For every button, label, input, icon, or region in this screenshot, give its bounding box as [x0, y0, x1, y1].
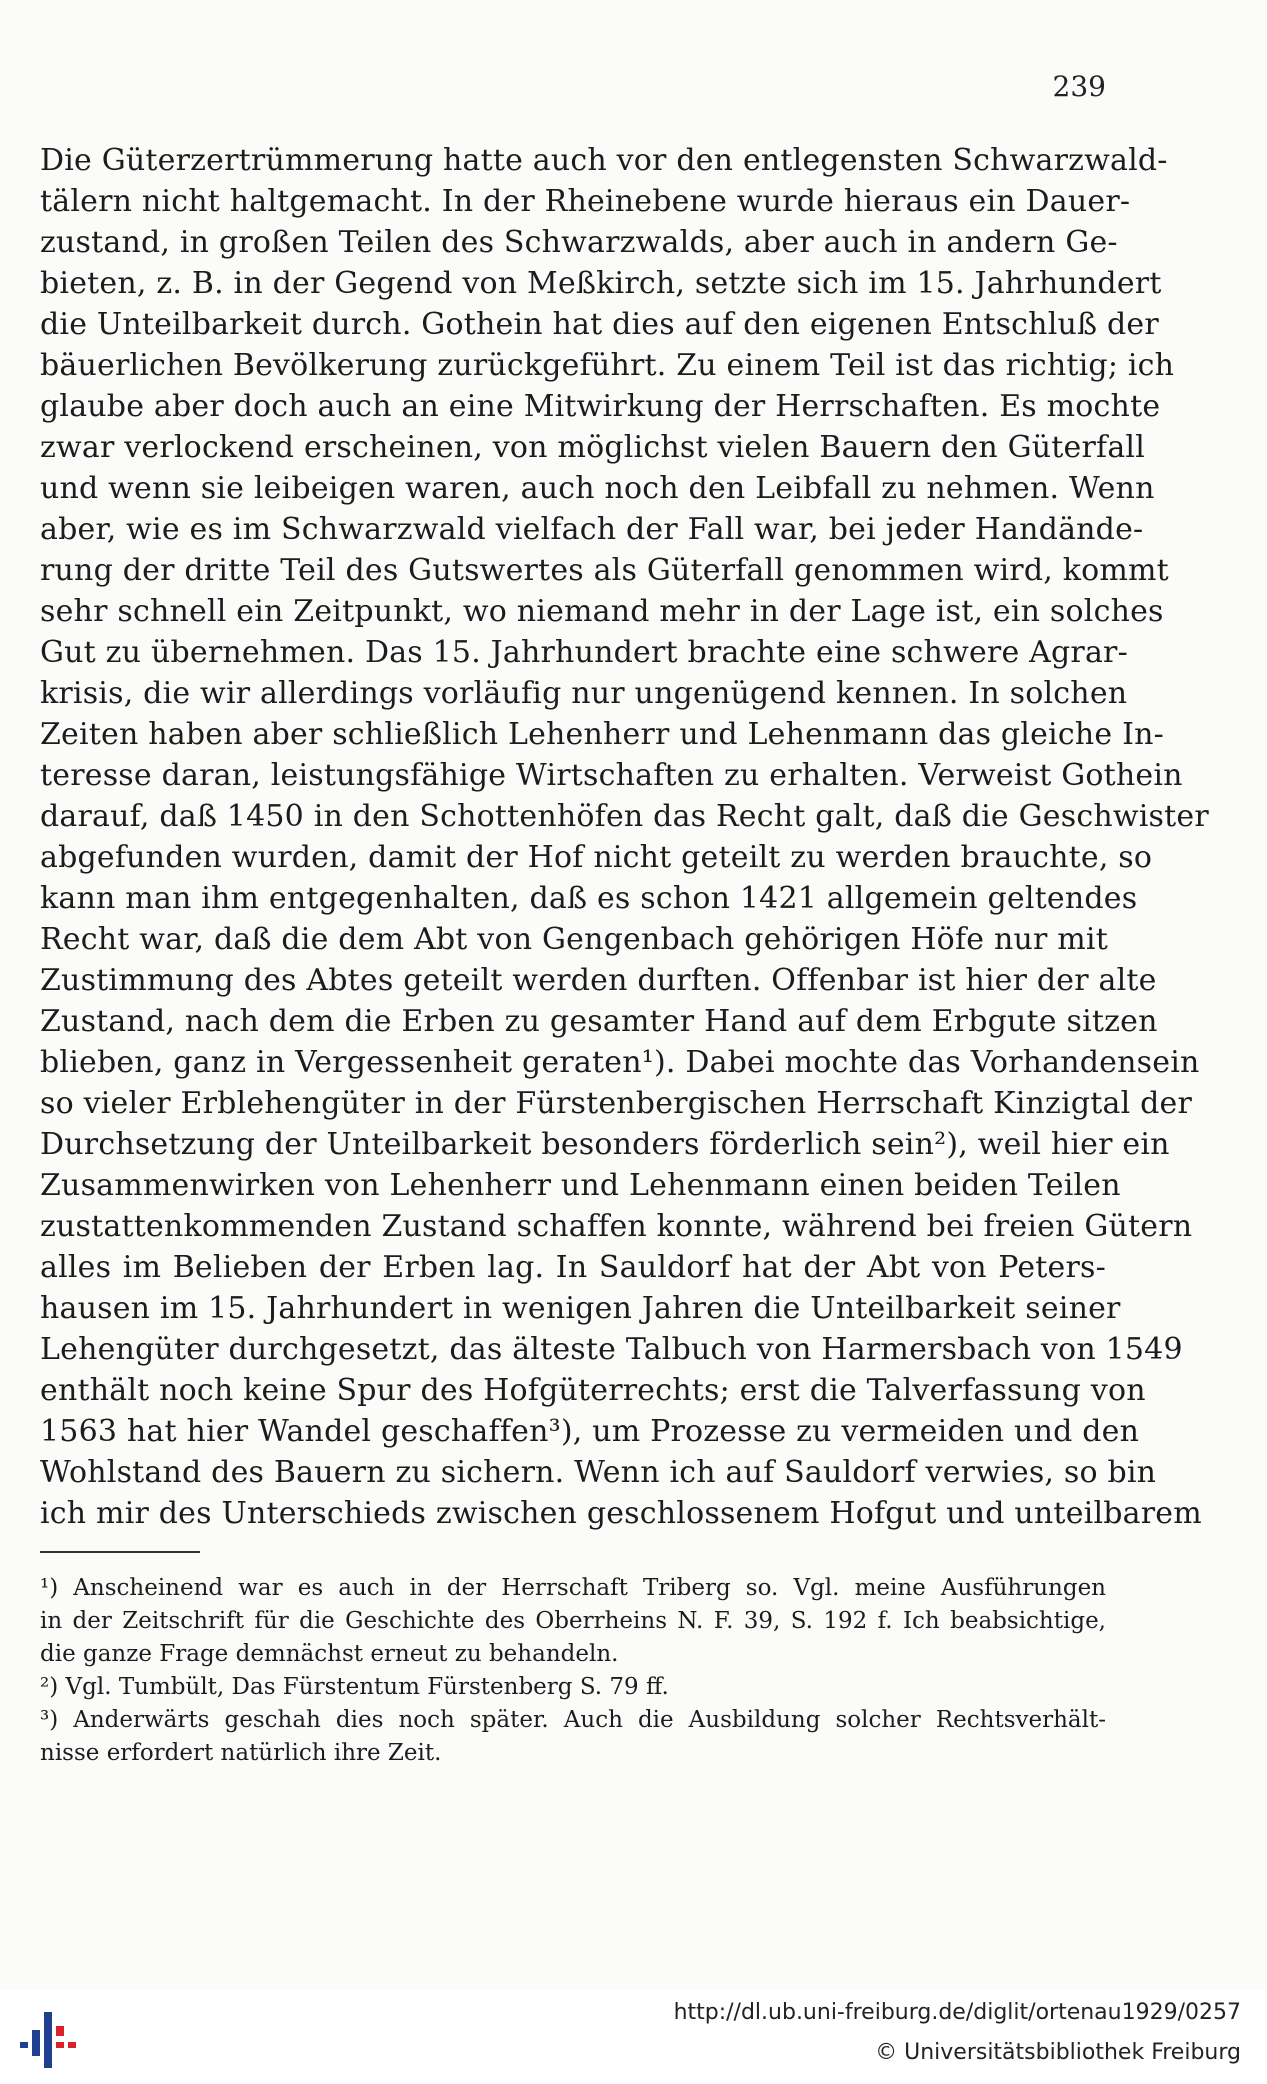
viewer-footer — [0, 1990, 1267, 2084]
text-line: aber, wie es im Schwarzwald vielfach der Fall war, bei jeder Handände- — [40, 512, 1144, 547]
page-number: 239 — [1052, 70, 1106, 103]
text-line: rung der dritte Teil des Gutswertes als Güterfall genommen wird, kommt — [40, 553, 1169, 588]
text-line: 1563 hat hier Wandel geschaffen³), um Prozesse zu vermeiden und den — [40, 1414, 1140, 1449]
text-line: die Unteilbarkeit durch. Gothein hat dies auf den eigenen Entschluß der — [40, 307, 1159, 342]
text-line: Durchsetzung der Unteilbarkeit besonders förderlich sein²), weil hier ein — [40, 1127, 1170, 1162]
text-line: Recht war, daß die dem Abt von Gengenbach gehörigen Höfe nur mit — [40, 922, 1108, 957]
text-line: teresse daran, leistungsfähige Wirtschaften zu erhalten. Verweist Gothein — [40, 758, 1183, 793]
footnote-line: ³) Anderwärts geschah dies noch später. Auch die Ausbildung solcher Rechtsverhält- — [40, 1707, 1106, 1733]
footnote-line: die ganze Frage demnächst erneut zu behandeln. — [40, 1641, 619, 1667]
text-line: Zusammenwirken von Lehenherr und Lehenmann einen beiden Teilen — [40, 1168, 1121, 1203]
text-line: krisis, die wir allerdings vorläufig nur ungenügend kennen. In solchen — [40, 676, 1128, 711]
footnote-line: nisse erfordert natürlich ihre Zeit. — [40, 1740, 442, 1766]
text-line: Zustand, nach dem die Erben zu gesamter Hand auf dem Erbgute sitzen — [40, 1004, 1158, 1039]
text-line: blieben, ganz in Vergessenheit geraten¹). Dabei mochte das Vorhandensein — [40, 1045, 1200, 1080]
footnote-line: ¹) Anscheinend war es auch in der Herrschaft Triberg so. Vgl. meine Ausführungen — [40, 1575, 1106, 1601]
text-line: glaube aber doch auch an eine Mitwirkung der Herrschaften. Es mochte — [40, 389, 1161, 424]
text-line: tälern nicht haltgemacht. In der Rheinebene wurde hieraus ein Dauer- — [40, 184, 1131, 219]
text-line: Gut zu übernehmen. Das 15. Jahrhundert brachte eine schwere Agrar- — [40, 635, 1128, 670]
text-line: Wohlstand des Bauern zu sichern. Wenn ich auf Sauldorf verwies, so bin — [40, 1455, 1157, 1490]
text-line: zwar verlockend erscheinen, von möglichst vielen Bauern den Güterfall — [40, 430, 1145, 465]
text-line: alles im Belieben der Erben lag. In Sauldorf hat der Abt von Peters- — [40, 1250, 1106, 1285]
text-line: Die Güterzertrümmerung hatte auch vor den entlegensten Schwarzwald- — [40, 143, 1168, 178]
text-line: zustand, in großen Teilen des Schwarzwalds, aber auch in andern Ge- — [40, 225, 1118, 260]
text-line: Zeiten haben aber schließlich Lehenherr und Lehenmann das gleiche In- — [40, 717, 1164, 752]
text-line: sehr schnell ein Zeitpunkt, wo niemand mehr in der Lage ist, ein solches — [40, 594, 1164, 629]
footnotes — [40, 1572, 1106, 1770]
text-line: so vieler Erblehengüter in der Fürstenbergischen Herrschaft Kinzigtal der — [40, 1086, 1193, 1121]
text-line: bieten, z. B. in der Gegend von Meßkirch, setzte sich im 15. Jahrhundert — [40, 266, 1162, 301]
text-line: hausen im 15. Jahrhundert in wenigen Jahren die Unteilbarkeit seiner — [40, 1291, 1121, 1326]
permalink-url[interactable]: http://dl.ub.uni-freiburg.de/diglit/ortenau1929/0257 — [673, 2000, 1241, 2025]
text-line: enthält noch keine Spur des Hofgüterrechts; erst die Talverfassung von — [40, 1373, 1146, 1408]
text-line: zustattenkommenden Zustand schaffen konnte, während bei freien Gütern — [40, 1209, 1193, 1244]
ub-freiburg-logo-icon[interactable] — [16, 2002, 80, 2074]
text-line: Lehengüter durchgesetzt, das älteste Talbuch von Harmersbach von 1549 — [40, 1332, 1183, 1367]
footnote-line: in der Zeitschrift für die Geschichte des Oberrheins N. F. 39, S. 192 f. Ich beabsichtige, — [40, 1608, 1106, 1634]
text-line: ich mir des Unterschieds zwischen geschlossenem Hofgut und unteilbarem — [40, 1496, 1202, 1531]
text-line: kann man ihm entgegenhalten, daß es schon 1421 allgemein geltendes — [40, 881, 1138, 916]
text-line: bäuerlichen Bevölkerung zurückgeführt. Zu einem Teil ist das richtig; ich — [40, 348, 1175, 383]
text-line: Zustimmung des Abtes geteilt werden durften. Offenbar ist hier der alte — [40, 963, 1157, 998]
copyright-notice: © Universitätsbibliothek Freiburg — [875, 2040, 1241, 2065]
footnote-divider — [40, 1551, 200, 1553]
text-line: und wenn sie leibeigen waren, auch noch den Leibfall zu nehmen. Wenn — [40, 471, 1155, 506]
footnote-line: ²) Vgl. Tumbült, Das Fürstentum Fürstenberg S. 79 ff. — [40, 1674, 669, 1700]
text-line: abgefunden wurden, damit der Hof nicht geteilt zu werden brauchte, so — [40, 840, 1153, 875]
main-text — [40, 140, 1209, 1534]
text-line: darauf, daß 1450 in den Schottenhöfen das Recht galt, daß die Geschwister — [40, 799, 1209, 834]
